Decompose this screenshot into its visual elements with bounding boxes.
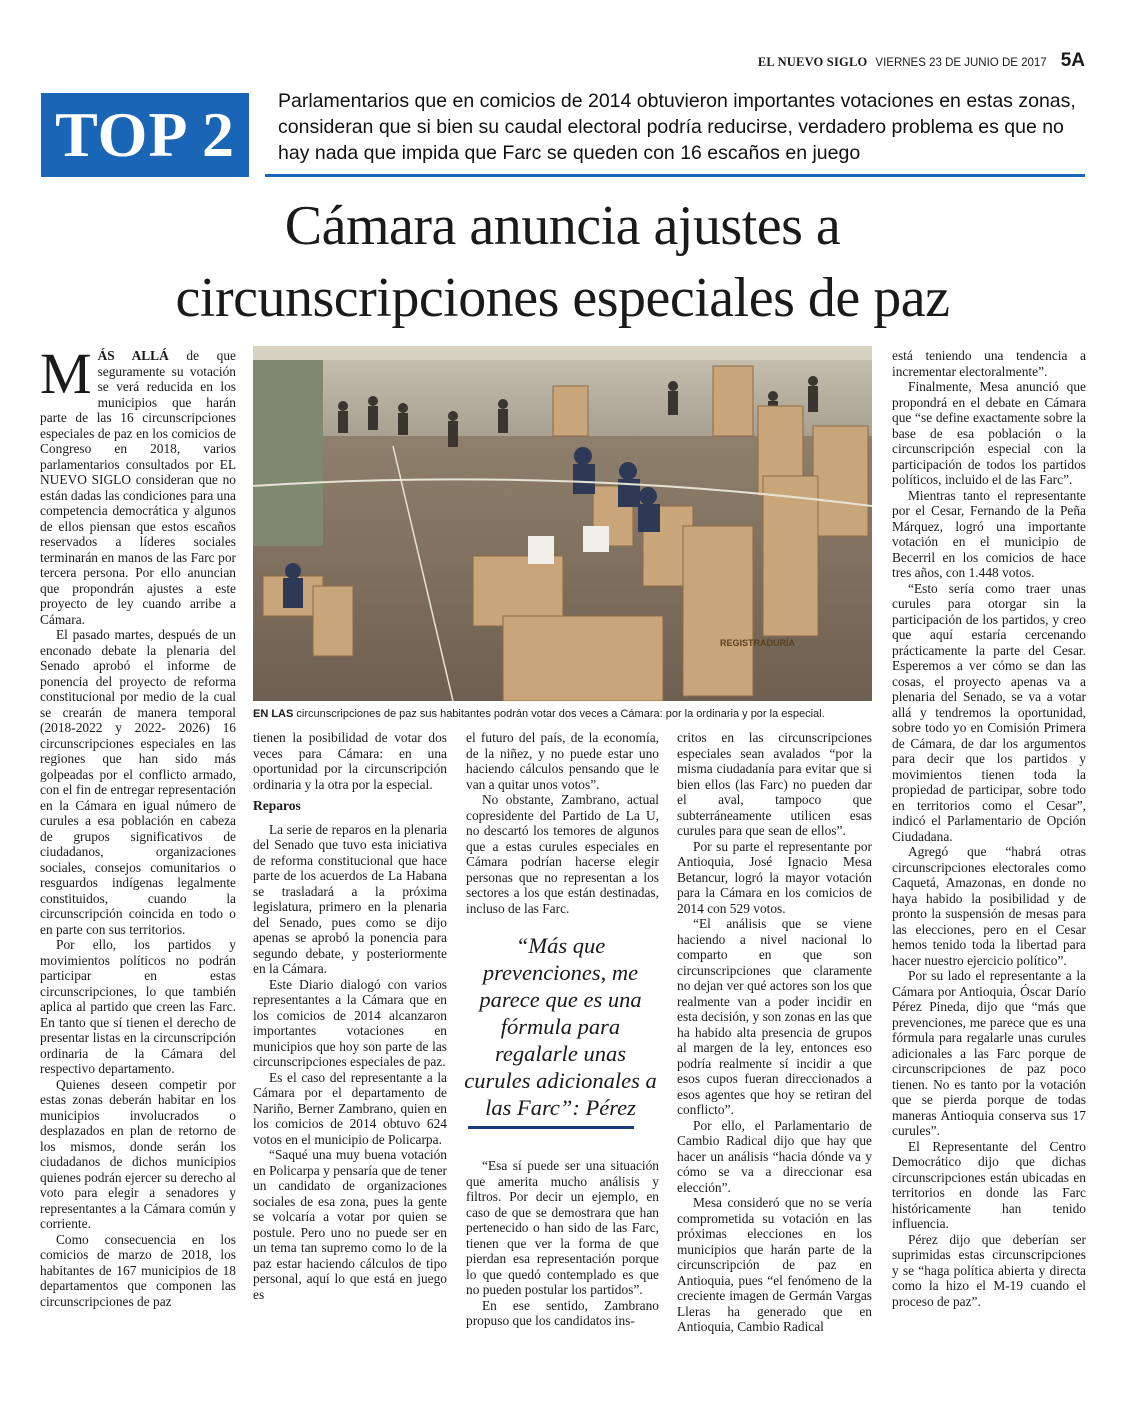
paragraph: Por su lado el representante a la Cámara por Antioquia, Óscar Darío Pérez Pineda, dijo que “más que prevenciones, me parece que es una fórmula para regalarle unas curules adicionales a las Farc porque de circunscripciones de paz poco tienen. No es tanto por la votación que se pierda porque de todas maneras Antioquia conserva sus 17 curules”. (892, 968, 1086, 1138)
article-deck: Parlamentarios que en comicios de 2014 obtuvieron importantes votaciones en estas zonas, consideran que si bien su caudal electoral podría reducirse, verdadero problema es que no hay nada que impida que Farc se queden con 16 escaños en juego (278, 90, 1076, 164)
paragraph: Como consecuencia en los comicios de marzo de 2018, los habitantes de 167 municipios de 18 departamentos que componen las circunscripciones de paz (40, 1231, 236, 1309)
section-label-box (41, 93, 249, 177)
paragraph: “Esa sí puede ser una situación que amerita mucho análisis y filtros. Por decir un ejemplo, en caso de que se demostrara que han pertenecido o han sido de las Farc, tienen que ver la forma de que pierdan esa representación porque lo que quedó contemplado es que no pueden postular los partidos”. (466, 1158, 659, 1297)
photo-caption (253, 707, 872, 721)
caption-lead: EN LAS (253, 708, 294, 720)
paragraph: tienen la posibilidad de votar dos veces para Cámara: en una oportunidad por la circunscripción ordinaria y la otra por la especial. (253, 730, 447, 792)
section-label: TOP 2 (55, 99, 235, 170)
paragraph: está teniendo una tendencia a incrementar electoralmente”. (892, 348, 1086, 379)
article-headline (40, 190, 1085, 334)
column-2 (253, 730, 447, 1302)
paragraph: critos en las circunscripciones especiales sean avalados “por la misma ciudadanía para evitar que si bien ellos (las Farc) no pueden dar el aval, tampoco que subterráneamente utilicen esas curules para que sean de ellos”. (677, 730, 872, 838)
paragraph: Quienes deseen competir por estas zonas deberán habitar en los municipios involucrados o desplazados en plan de retorno de los mismos, donde serán los ciudadanos de dichos municipios quienes podrán ejercer su derecho al voto para elegir a senadores y representantes a la Cámara común y corriente. (40, 1076, 236, 1231)
lead-paragraph: MÁS ALLÁ de que seguramente su votación se verá reducida en los municipios que harán parte de las 16 circunscripciones especiales de paz en los comicios de Congreso en 2018, varios parlamentarios consultados por EL NUEVO SIGLO consideran que no están dadas las condiciones para una competencia democrática y algunos de ellos piensan que estos escaños reservados a líderes sociales terminarán en manos de las Farc por tercera persona. Por ello anuncian que propondrán ajustes a este proyecto de ley cuando arribe a Cámara. (40, 341, 236, 627)
paragraph: Es el caso del representante a la Cámara por el departamento de Nariño, Berner Zambrano, quien en los comicios de 2014 obtuvo 624 votos en el municipio de Policarpa. (253, 1069, 447, 1147)
paragraph: Por su parte el representante por Antioquia, José Ignacio Mesa Betancur, logró la mayor votación para la Cámara en los comicios de 2014 con 529 votos. (677, 838, 872, 916)
pull-quote-rule (468, 1126, 634, 1129)
paragraph: Por ello, los partidos y movimientos políticos no podrán participar en estas circunscripciones, lo que también aplica al partido que creen las Farc. En tanto que sí tienen el derecho de presentar listas en la circunscripción ordinaria de la Cámara del respectivo departamento. (40, 937, 236, 1076)
headline-line-2: circunscripciones especiales de paz (175, 267, 950, 329)
paragraph: el futuro del país, de la economía, de la niñez, y no puede estar uno haciendo cálculos pensando que le van a quitar unos votos”. (466, 730, 659, 792)
column-3-bottom (466, 1158, 659, 1329)
booth-logo-text: REGISTRADURÍA (720, 638, 796, 648)
paragraph: Pérez dijo que deberían ser suprimidas estas circunscripciones y se “haga política abierta y directa como la hizo el M-19 cuando el proceso de paz”. (892, 1231, 1086, 1309)
issue-date: VIERNES 23 DE JUNIO DE 2017 (875, 57, 1047, 69)
page-number: 5A (1060, 50, 1085, 71)
paragraph: La serie de reparos en la plenaria del Senado que tuvo esta iniciativa de reforma constitucional que hace parte de los acuerdos de La Habana se trasladará a la próxima legislatura, primero en la plenaria del Senado, pues como se dijo apenas se aprobó la ponencia para segundo debate, y posteriormente en la Cámara. (253, 821, 447, 976)
paragraph: Mesa consideró que no se vería comprometida su votación en las próximas elecciones en los municipios que harán parte de la circunscripción de paz en Antioquia, pues “el fenómeno de la creciente imagen de Germán Vargas Lleras ha generado que en Antioquia, Cambio Radical (677, 1195, 872, 1334)
column-1 (40, 341, 236, 1309)
column-4 (677, 730, 872, 1335)
paragraph: Este Diario dialogó con varios representantes a la Cámara que en los comicios de 2014 alcanzaron importantes votaciones en municipios que hoy son parte de las circunscripciones especiales de paz. (253, 976, 447, 1069)
paragraph: El Representante del Centro Democrático dijo que dichas circunscripciones están ubicadas en territorios en donde las Farc históricamente han tenido influencia. (892, 1138, 1086, 1231)
caption-text: circunscripciones de paz sus habitantes podrán votar dos veces a Cámara: por la ordinaria y por la especial. (293, 708, 825, 720)
deck-underline (265, 174, 1085, 177)
column-3-top (466, 730, 659, 916)
paragraph: No obstante, Zambrano, actual copresidente del Partido de La U, no descartó los temores de algunos que a estas curules especiales en Cámara podrían hacerse elegir personas que no representan a los sectores a los que están destinadas, incluso de las Farc. (466, 792, 659, 916)
paragraph: El pasado martes, después de un enconado debate la plenaria del Senado aprobó el informe de ponencia del proyecto de reforma constitucional por medio de la cual se crearán de manera temporal (2018-2022 y 2022- 2026) 16 circunscripciones especiales en las regiones que han sido más golpeadas por el conflicto armado, con el fin de entregar representación en la Cámara en igual número de curules a esa población en cabeza de grupos significativos de ciudadanos, organizaciones sociales, consejos comunitarios o resguardos indígenas legalmente constituidos, cuando la circunscripción coincida en todo o en parte con sus territorios. (40, 627, 236, 937)
column-5 (892, 348, 1086, 1309)
paragraph: Finalmente, Mesa anunció que propondrá en el debate en Cámara que “se define exactamente sobre la base de esa población o la circunscripción especial con la participación de todos los partidos políticos, incluido el de las Farc”. (892, 379, 1086, 487)
lead-in: ÁS ALLÁ (97, 348, 169, 363)
article-photo (253, 346, 872, 701)
subhead: Reparos (253, 798, 301, 813)
newspaper-name: EL NUEVO SIGLO (757, 55, 868, 69)
page-folio (758, 50, 1085, 72)
paragraph: Por ello, el Parlamentario de Cambio Radical dijo que hay que hacer un análisis “hacia dónde va y cómo se va a direccionar esa elección”. (677, 1117, 872, 1195)
pull-quote: “Más que prevenciones, me parece que es una fórmula para regalarle unas curules adicionales a las Farc”: Pérez (464, 933, 657, 1120)
paragraph: “Saqué una muy buena votación en Policarpa y pensaría que de tener un candidato de organizaciones sociales de esa zona, pues la gente se volcaría a votar por quien se postule. Pero uno no puede ser en un tema tan supremo como lo de la paz estar haciendo cálculos de tipo personal, aquí lo que está en juego es (253, 1147, 447, 1302)
headline-line-1: Cámara anuncia ajustes a (284, 195, 841, 257)
drop-cap: M (40, 341, 92, 406)
paragraph: Agregó que “habrá otras circunscripciones electorales como Caquetá, Amazonas, en donde no haya habido la posibilidad y de pronto la suspensión de mesas para las elecciones, pero en el Cesar hemos tenido toda la libertad para hacer nuestro ejercicio político”. (892, 844, 1086, 968)
paragraph: Mientras tanto el representante por el Cesar, Fernando de la Peña Márquez, logró una importante votación en el municipio de Becerril en los comicios de hace tres años, con 1.448 votos. (892, 487, 1086, 580)
paragraph: “El análisis que se viene haciendo a nivel nacional lo comparto en que son circunscripciones que claramente no dejan ver qué actores son los que realmente van a poder incidir en esta decisión, y son zonas en las que ha habido alta presencia de grupos al margen de la ley, entonces eso podría realmente sí incidir a que esos cupos fueran direccionados a esos agentes que hoy se retiran del conflicto”. (677, 916, 872, 1117)
paragraph: “Esto sería como traer unas curules para otorgar sin la participación de los partidos, y creo que aquí estaría cercenando prácticamente la parte del Cesar. Esperemos a ver cómo se dan las cosas, el proyecto apenas va a plenaria del Senado, se va a votar allá y tendremos la oportunidad, sobre todo yo en Comisión Primera de Cámara, de dar los argumentos para decir que los partidos y movimientos tienen toda la propiedad de participar, sobre todo en territorios como el Cesar”, indicó el Parlamentario de Opción Ciudadana. (892, 580, 1086, 844)
paragraph: En ese sentido, Zambrano propuso que los candidatos ins- (466, 1297, 659, 1328)
